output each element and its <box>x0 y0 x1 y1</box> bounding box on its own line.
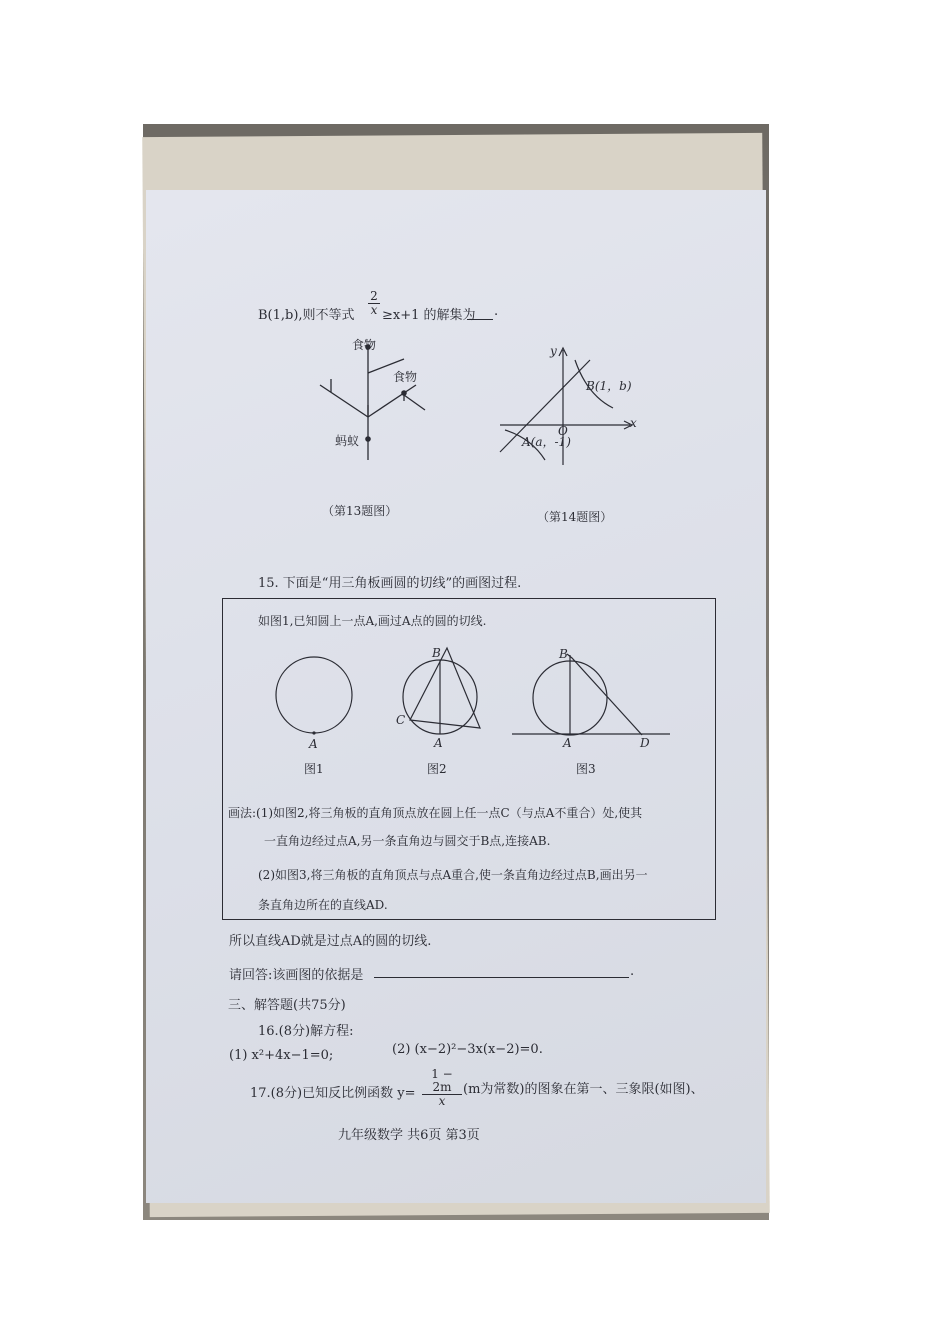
fig14-origin-label: O <box>558 424 568 438</box>
page-footer: 九年级数学 共6页 第3页 <box>338 1128 480 1143</box>
q15-answer-blank[interactable] <box>374 962 629 978</box>
q14-lead-suffix: ≥x+1 的解集为 <box>382 308 476 323</box>
fig2-label-c: C <box>396 713 406 727</box>
figure-14-graph <box>495 340 645 470</box>
q17-suffix: (m为常数)的图象在第一、三象限(如图)、 <box>463 1082 704 1097</box>
q14-lead-end: . <box>494 304 499 319</box>
fig14-caption: （第14题图） <box>537 510 613 524</box>
q17-fraction-denominator: x <box>438 1094 446 1108</box>
q15-figures <box>260 640 680 765</box>
q14-fraction-denominator: x <box>370 303 378 317</box>
q17-fraction-numerator: 1 − 2m <box>422 1068 462 1095</box>
q14-answer-blank[interactable] <box>467 304 493 320</box>
fig14-point-b-label: B(1，b) <box>586 379 632 393</box>
q15-step1-line1: 画法:(1)如图2,将三角板的直角顶点放在圆上任一点C（与点A不重合）处,使其 <box>228 806 643 820</box>
fig13-ant-label: 蚂蚁 <box>335 434 360 448</box>
q16-part2: (2) (x−2)²−3x(x−2)=0. <box>392 1042 543 1057</box>
q15-step1-line2: 一直角边经过点A,另一条直角边与圆交于B点,连接AB. <box>264 834 551 848</box>
q14-fraction-numerator: 2 <box>368 290 380 304</box>
fig13-caption: （第13题图） <box>322 504 398 518</box>
fig3-label-d: D <box>640 736 650 750</box>
q17-fraction <box>422 1068 462 1107</box>
q15-question-end: . <box>630 964 635 979</box>
q15-step2-line2: 条直角边所在的直线AD. <box>258 898 388 912</box>
fig14-y-axis-label: y <box>550 344 557 358</box>
q15-conclusion: 所以直线AD就是过点A的圆的切线. <box>229 934 432 949</box>
q16-part1: (1) x²+4x−1=0; <box>229 1048 334 1063</box>
q17-prefix: 17.(8分)已知反比例函数 y= <box>250 1086 416 1101</box>
figure-13-ant-tree <box>310 335 440 465</box>
food-right-dot <box>401 390 407 396</box>
fig2-caption: 图2 <box>427 762 447 776</box>
q16-title: 16.(8分)解方程: <box>258 1024 354 1039</box>
fig1-label-a: A <box>309 737 318 751</box>
q15-step2-line1: (2)如图3,将三角板的直角顶点与点A重合,使一条直角边经过点B,画出另一 <box>258 868 648 882</box>
q15-question: 请回答:该画图的依据是 <box>229 968 364 983</box>
fig2-label-b: B <box>432 646 441 660</box>
q15-intro: 如图1,已知圆上一点A,画过A点的圆的切线. <box>258 614 487 628</box>
fig13-food-right-label: 食物 <box>393 370 418 384</box>
fig2-label-a: A <box>434 736 443 750</box>
q14-fraction <box>368 290 380 316</box>
fig3-label-b: B <box>559 647 568 661</box>
fig3-label-a: A <box>563 736 572 750</box>
q14-lead-prefix: B(1,b),则不等式 <box>258 308 355 323</box>
fig1-circle <box>276 657 352 733</box>
fig3-caption: 图3 <box>576 762 596 776</box>
q15-title: 15. 下面是“用三角板画圆的切线”的画图过程. <box>258 576 522 591</box>
fig1-caption: 图1 <box>304 762 324 776</box>
fig14-x-axis-label: x <box>630 416 637 430</box>
fig13-food-top-label: 食物 <box>352 338 377 352</box>
fig14-point-a-label: A(a，-1) <box>522 435 571 449</box>
section3-heading: 三、解答题(共75分) <box>228 998 346 1013</box>
ant-dot <box>365 436 371 442</box>
